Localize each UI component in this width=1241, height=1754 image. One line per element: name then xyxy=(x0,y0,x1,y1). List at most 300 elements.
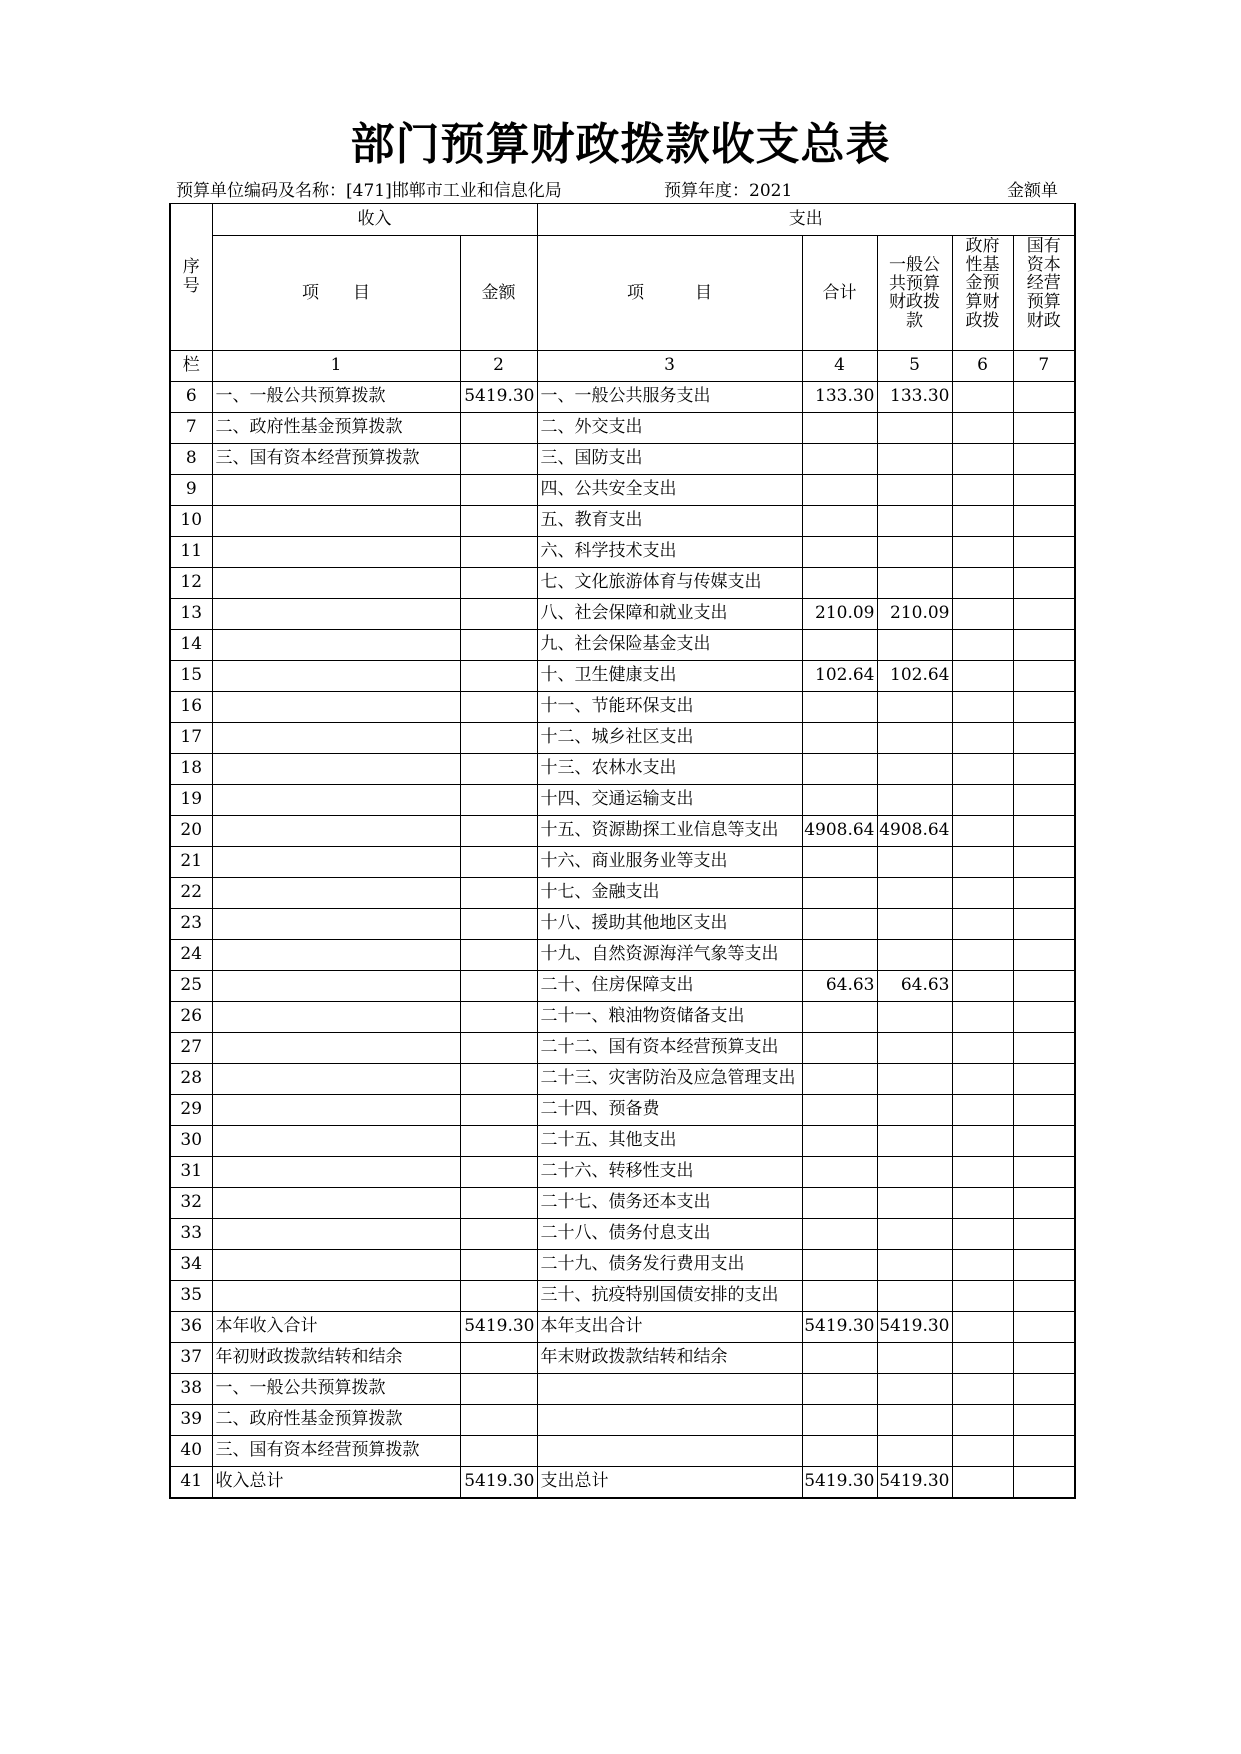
expense-total xyxy=(802,1032,877,1063)
gov-fund-amount xyxy=(952,1063,1013,1094)
gov-fund-amount xyxy=(952,660,1013,691)
income-item xyxy=(212,1001,460,1032)
expense-total: 4908.64 xyxy=(802,815,877,846)
table-row xyxy=(170,784,1075,815)
gov-fund-amount xyxy=(952,939,1013,970)
income-item xyxy=(212,567,460,598)
row-number: 19 xyxy=(170,784,212,815)
state-capital-amount xyxy=(1013,567,1075,598)
general-budget-amount: 4908.64 xyxy=(877,815,952,846)
col-num-3: 3 xyxy=(537,350,802,381)
income-amount-header: 金额 xyxy=(460,236,537,351)
row-number: 26 xyxy=(170,1001,212,1032)
expense-item: 一、一般公共服务支出 xyxy=(537,381,802,412)
gov-fund-amount xyxy=(952,474,1013,505)
col-num-7: 7 xyxy=(1013,350,1075,381)
income-amount xyxy=(460,908,537,939)
general-budget-amount xyxy=(877,939,952,970)
general-budget-amount xyxy=(877,1404,952,1435)
row-number: 23 xyxy=(170,908,212,939)
row-number: 18 xyxy=(170,753,212,784)
expense-header: 支出 xyxy=(537,204,1075,236)
state-capital-amount xyxy=(1013,846,1075,877)
table-row xyxy=(170,1063,1075,1094)
table-row xyxy=(170,1404,1075,1435)
row-number: 29 xyxy=(170,1094,212,1125)
state-capital-amount xyxy=(1013,1094,1075,1125)
expense-item: 二十七、债务还本支出 xyxy=(537,1187,802,1218)
income-amount xyxy=(460,1373,537,1404)
expense-item: 四、公共安全支出 xyxy=(537,474,802,505)
general-budget-amount xyxy=(877,908,952,939)
row-number: 22 xyxy=(170,877,212,908)
gov-fund-amount xyxy=(952,691,1013,722)
expense-total: 5419.30 xyxy=(802,1311,877,1342)
general-budget-amount xyxy=(877,629,952,660)
expense-total: 5419.30 xyxy=(802,1466,877,1498)
state-capital-amount xyxy=(1013,1342,1075,1373)
expense-item: 支出总计 xyxy=(537,1466,802,1498)
expense-item: 十一、节能环保支出 xyxy=(537,691,802,722)
expense-item: 年末财政拨款结转和结余 xyxy=(537,1342,802,1373)
expense-total xyxy=(802,1094,877,1125)
gov-fund-amount xyxy=(952,970,1013,1001)
row-number: 20 xyxy=(170,815,212,846)
gov-fund-amount xyxy=(952,1249,1013,1280)
table-row xyxy=(170,1435,1075,1466)
general-budget-amount xyxy=(877,1063,952,1094)
income-item xyxy=(212,1280,460,1311)
income-amount xyxy=(460,1032,537,1063)
col-num-5: 5 xyxy=(877,350,952,381)
state-capital-amount xyxy=(1013,1156,1075,1187)
row-number: 28 xyxy=(170,1063,212,1094)
table-row xyxy=(170,722,1075,753)
row-number: 32 xyxy=(170,1187,212,1218)
general-budget-amount xyxy=(877,443,952,474)
state-capital-amount xyxy=(1013,1280,1075,1311)
income-item: 本年收入合计 xyxy=(212,1311,460,1342)
row-number: 11 xyxy=(170,536,212,567)
expense-total xyxy=(802,722,877,753)
row-number: 25 xyxy=(170,970,212,1001)
table-row xyxy=(170,1187,1075,1218)
gov-fund-amount xyxy=(952,722,1013,753)
expense-item: 八、社会保障和就业支出 xyxy=(537,598,802,629)
expense-item: 本年支出合计 xyxy=(537,1311,802,1342)
income-item xyxy=(212,505,460,536)
col-num-4: 4 xyxy=(802,350,877,381)
expense-item: 二十三、灾害防治及应急管理支出 xyxy=(537,1063,802,1094)
row-number: 30 xyxy=(170,1125,212,1156)
expense-total xyxy=(802,1342,877,1373)
table-row xyxy=(170,660,1075,691)
gov-fund-amount xyxy=(952,1001,1013,1032)
general-budget-amount xyxy=(877,753,952,784)
amount-unit-label: 金额单 xyxy=(1007,181,1058,201)
expense-item xyxy=(537,1435,802,1466)
expense-total xyxy=(802,474,877,505)
expense-total xyxy=(802,1001,877,1032)
gov-fund-amount xyxy=(952,1156,1013,1187)
general-budget-amount xyxy=(877,1094,952,1125)
state-capital-amount xyxy=(1013,1311,1075,1342)
expense-item-header: 项 目 xyxy=(537,236,802,351)
expense-total xyxy=(802,939,877,970)
expense-total xyxy=(802,1280,877,1311)
expense-item: 三、国防支出 xyxy=(537,443,802,474)
income-item xyxy=(212,1063,460,1094)
expense-total xyxy=(802,846,877,877)
state-capital-amount xyxy=(1013,505,1075,536)
general-budget-amount xyxy=(877,567,952,598)
gov-fund-amount xyxy=(952,784,1013,815)
row-number: 13 xyxy=(170,598,212,629)
state-capital-amount xyxy=(1013,1218,1075,1249)
income-item xyxy=(212,660,460,691)
state-capital-amount xyxy=(1013,1032,1075,1063)
table-row xyxy=(170,1094,1075,1125)
expense-total xyxy=(802,1373,877,1404)
income-item: 二、政府性基金预算拨款 xyxy=(212,1404,460,1435)
gov-fund-amount xyxy=(952,536,1013,567)
income-item xyxy=(212,598,460,629)
row-number: 34 xyxy=(170,1249,212,1280)
income-item: 三、国有资本经营预算拨款 xyxy=(212,443,460,474)
expense-total xyxy=(802,629,877,660)
table-row xyxy=(170,1466,1075,1498)
table-row xyxy=(170,598,1075,629)
table-row xyxy=(170,629,1075,660)
general-budget-amount xyxy=(877,1435,952,1466)
state-capital-amount xyxy=(1013,660,1075,691)
row-number: 21 xyxy=(170,846,212,877)
state-capital-amount xyxy=(1013,474,1075,505)
expense-item: 二十、住房保障支出 xyxy=(537,970,802,1001)
row-number: 17 xyxy=(170,722,212,753)
gov-fund-amount xyxy=(952,381,1013,412)
seq-header: 序号 xyxy=(170,204,212,351)
general-budget-amount xyxy=(877,1218,952,1249)
col-num-6: 6 xyxy=(952,350,1013,381)
expense-item: 七、文化旅游体育与传媒支出 xyxy=(537,567,802,598)
income-item xyxy=(212,908,460,939)
income-amount xyxy=(460,505,537,536)
expense-total: 102.64 xyxy=(802,660,877,691)
row-number: 41 xyxy=(170,1466,212,1498)
expense-total xyxy=(802,691,877,722)
row-number: 24 xyxy=(170,939,212,970)
col-num-2: 2 xyxy=(460,350,537,381)
income-item: 一、一般公共预算拨款 xyxy=(212,1373,460,1404)
general-budget-amount xyxy=(877,1342,952,1373)
general-budget-amount: 210.09 xyxy=(877,598,952,629)
budget-summary-table xyxy=(169,203,1076,1499)
general-budget-amount xyxy=(877,1373,952,1404)
gov-fund-amount xyxy=(952,1373,1013,1404)
state-capital-amount xyxy=(1013,722,1075,753)
expense-item: 十九、自然资源海洋气象等支出 xyxy=(537,939,802,970)
expense-item xyxy=(537,1404,802,1435)
income-item xyxy=(212,753,460,784)
income-item xyxy=(212,1218,460,1249)
gov-fund-amount xyxy=(952,629,1013,660)
expense-total xyxy=(802,877,877,908)
gov-fund-amount xyxy=(952,412,1013,443)
table-row xyxy=(170,753,1075,784)
expense-total xyxy=(802,1063,877,1094)
income-amount xyxy=(460,784,537,815)
table-row xyxy=(170,505,1075,536)
income-amount: 5419.30 xyxy=(460,381,537,412)
budget-year-label: 预算年度：2021 xyxy=(664,181,793,201)
income-amount xyxy=(460,1218,537,1249)
budget-unit-label: 预算单位编码及名称：[471]邯郸市工业和信息化局 xyxy=(176,181,562,201)
gov-fund-amount xyxy=(952,1032,1013,1063)
state-capital-amount xyxy=(1013,939,1075,970)
expense-item: 五、教育支出 xyxy=(537,505,802,536)
expense-item: 十六、商业服务业等支出 xyxy=(537,846,802,877)
table-row xyxy=(170,443,1075,474)
table-row xyxy=(170,1156,1075,1187)
expense-item: 九、社会保险基金支出 xyxy=(537,629,802,660)
gov-fund-amount xyxy=(952,815,1013,846)
general-budget-header: 一般公共预算财政拨款 xyxy=(877,236,952,351)
row-number: 27 xyxy=(170,1032,212,1063)
general-budget-amount: 64.63 xyxy=(877,970,952,1001)
gov-fund-header: 政府性基金预算财政拨 xyxy=(952,236,1013,351)
income-item xyxy=(212,722,460,753)
income-amount xyxy=(460,846,537,877)
expense-total xyxy=(802,536,877,567)
income-item xyxy=(212,939,460,970)
gov-fund-amount xyxy=(952,1342,1013,1373)
income-amount xyxy=(460,1156,537,1187)
expense-item: 六、科学技术支出 xyxy=(537,536,802,567)
row-number: 37 xyxy=(170,1342,212,1373)
general-budget-amount xyxy=(877,1001,952,1032)
expense-total xyxy=(802,567,877,598)
income-item: 一、一般公共预算拨款 xyxy=(212,381,460,412)
expense-total xyxy=(802,753,877,784)
expense-total xyxy=(802,505,877,536)
income-amount xyxy=(460,1063,537,1094)
general-budget-amount xyxy=(877,1156,952,1187)
expense-total xyxy=(802,1218,877,1249)
income-item xyxy=(212,1032,460,1063)
state-capital-amount xyxy=(1013,536,1075,567)
expense-item: 十八、援助其他地区支出 xyxy=(537,908,802,939)
expense-item: 三十、抗疫特别国债安排的支出 xyxy=(537,1280,802,1311)
income-item xyxy=(212,691,460,722)
row-number: 39 xyxy=(170,1404,212,1435)
expense-total xyxy=(802,1404,877,1435)
income-item xyxy=(212,1187,460,1218)
income-amount xyxy=(460,598,537,629)
general-budget-amount xyxy=(877,691,952,722)
income-item xyxy=(212,815,460,846)
expense-total xyxy=(802,908,877,939)
state-capital-amount xyxy=(1013,691,1075,722)
page-title: 部门预算财政拨款收支总表 xyxy=(350,119,891,170)
gov-fund-amount xyxy=(952,1125,1013,1156)
gov-fund-amount xyxy=(952,908,1013,939)
table-row xyxy=(170,970,1075,1001)
table-row xyxy=(170,1125,1075,1156)
income-amount xyxy=(460,474,537,505)
state-capital-amount xyxy=(1013,1187,1075,1218)
income-header: 收入 xyxy=(212,204,537,236)
income-amount xyxy=(460,1249,537,1280)
expense-total xyxy=(802,1249,877,1280)
column-row-label: 栏 xyxy=(170,350,212,381)
general-budget-amount xyxy=(877,474,952,505)
row-number: 31 xyxy=(170,1156,212,1187)
gov-fund-amount xyxy=(952,1187,1013,1218)
gov-fund-amount xyxy=(952,846,1013,877)
general-budget-amount xyxy=(877,1032,952,1063)
expense-item: 二十五、其他支出 xyxy=(537,1125,802,1156)
state-capital-header: 国有资本经营预算财政 xyxy=(1013,236,1075,351)
row-number: 16 xyxy=(170,691,212,722)
table-row xyxy=(170,877,1075,908)
state-capital-amount xyxy=(1013,1466,1075,1498)
income-item xyxy=(212,877,460,908)
income-amount xyxy=(460,536,537,567)
row-number: 14 xyxy=(170,629,212,660)
table-row xyxy=(170,567,1075,598)
table-row xyxy=(170,1311,1075,1342)
income-amount xyxy=(460,1404,537,1435)
expense-total: 64.63 xyxy=(802,970,877,1001)
table-row xyxy=(170,1249,1075,1280)
general-budget-amount xyxy=(877,505,952,536)
table-row xyxy=(170,1342,1075,1373)
income-amount xyxy=(460,1342,537,1373)
row-number: 8 xyxy=(170,443,212,474)
gov-fund-amount xyxy=(952,1311,1013,1342)
state-capital-amount xyxy=(1013,1404,1075,1435)
state-capital-amount xyxy=(1013,753,1075,784)
row-number: 35 xyxy=(170,1280,212,1311)
expense-item: 二、外交支出 xyxy=(537,412,802,443)
expense-item: 十三、农林水支出 xyxy=(537,753,802,784)
expense-item: 二十六、转移性支出 xyxy=(537,1156,802,1187)
income-item xyxy=(212,1094,460,1125)
income-item xyxy=(212,1156,460,1187)
general-budget-amount xyxy=(877,1187,952,1218)
general-budget-amount xyxy=(877,722,952,753)
general-budget-amount xyxy=(877,536,952,567)
income-amount xyxy=(460,1094,537,1125)
expense-total xyxy=(802,412,877,443)
expense-total xyxy=(802,1435,877,1466)
state-capital-amount xyxy=(1013,1435,1075,1466)
income-amount xyxy=(460,1125,537,1156)
income-amount xyxy=(460,1187,537,1218)
table-row xyxy=(170,815,1075,846)
income-amount xyxy=(460,691,537,722)
state-capital-amount xyxy=(1013,877,1075,908)
income-amount xyxy=(460,877,537,908)
gov-fund-amount xyxy=(952,1218,1013,1249)
state-capital-amount xyxy=(1013,784,1075,815)
expense-item: 二十一、粮油物资储备支出 xyxy=(537,1001,802,1032)
expense-item: 十五、资源勘探工业信息等支出 xyxy=(537,815,802,846)
gov-fund-amount xyxy=(952,1280,1013,1311)
general-budget-amount xyxy=(877,846,952,877)
income-item xyxy=(212,629,460,660)
income-item xyxy=(212,846,460,877)
row-number: 7 xyxy=(170,412,212,443)
state-capital-amount xyxy=(1013,970,1075,1001)
income-amount xyxy=(460,1280,537,1311)
state-capital-amount xyxy=(1013,908,1075,939)
expense-item xyxy=(537,1373,802,1404)
table-row xyxy=(170,846,1075,877)
state-capital-amount xyxy=(1013,1001,1075,1032)
row-number: 12 xyxy=(170,567,212,598)
income-item: 收入总计 xyxy=(212,1466,460,1498)
gov-fund-amount xyxy=(952,598,1013,629)
row-number: 38 xyxy=(170,1373,212,1404)
general-budget-amount xyxy=(877,1280,952,1311)
row-number: 15 xyxy=(170,660,212,691)
state-capital-amount xyxy=(1013,629,1075,660)
general-budget-amount: 102.64 xyxy=(877,660,952,691)
income-amount xyxy=(460,753,537,784)
income-item xyxy=(212,474,460,505)
gov-fund-amount xyxy=(952,505,1013,536)
gov-fund-amount xyxy=(952,1466,1013,1498)
expense-item: 二十二、国有资本经营预算支出 xyxy=(537,1032,802,1063)
general-budget-amount xyxy=(877,877,952,908)
expense-item: 十七、金融支出 xyxy=(537,877,802,908)
gov-fund-amount xyxy=(952,443,1013,474)
income-amount xyxy=(460,660,537,691)
gov-fund-amount xyxy=(952,567,1013,598)
table-row xyxy=(170,691,1075,722)
state-capital-amount xyxy=(1013,598,1075,629)
general-budget-amount xyxy=(877,1249,952,1280)
table-row xyxy=(170,1218,1075,1249)
general-budget-amount xyxy=(877,412,952,443)
income-amount xyxy=(460,815,537,846)
table-row xyxy=(170,1373,1075,1404)
row-number: 40 xyxy=(170,1435,212,1466)
expense-total: 133.30 xyxy=(802,381,877,412)
expense-total xyxy=(802,784,877,815)
expense-total-header: 合计 xyxy=(802,236,877,351)
table-row xyxy=(170,1001,1075,1032)
state-capital-amount xyxy=(1013,443,1075,474)
state-capital-amount xyxy=(1013,815,1075,846)
income-amount xyxy=(460,1435,537,1466)
state-capital-amount xyxy=(1013,1063,1075,1094)
income-item xyxy=(212,1125,460,1156)
income-item: 年初财政拨款结转和结余 xyxy=(212,1342,460,1373)
table-row xyxy=(170,1280,1075,1311)
table-row xyxy=(170,412,1075,443)
row-number: 6 xyxy=(170,381,212,412)
row-number: 9 xyxy=(170,474,212,505)
expense-item: 二十八、债务付息支出 xyxy=(537,1218,802,1249)
gov-fund-amount xyxy=(952,1404,1013,1435)
state-capital-amount xyxy=(1013,1125,1075,1156)
income-item-header: 项 目 xyxy=(212,236,460,351)
income-amount: 5419.30 xyxy=(460,1466,537,1498)
general-budget-amount: 5419.30 xyxy=(877,1466,952,1498)
